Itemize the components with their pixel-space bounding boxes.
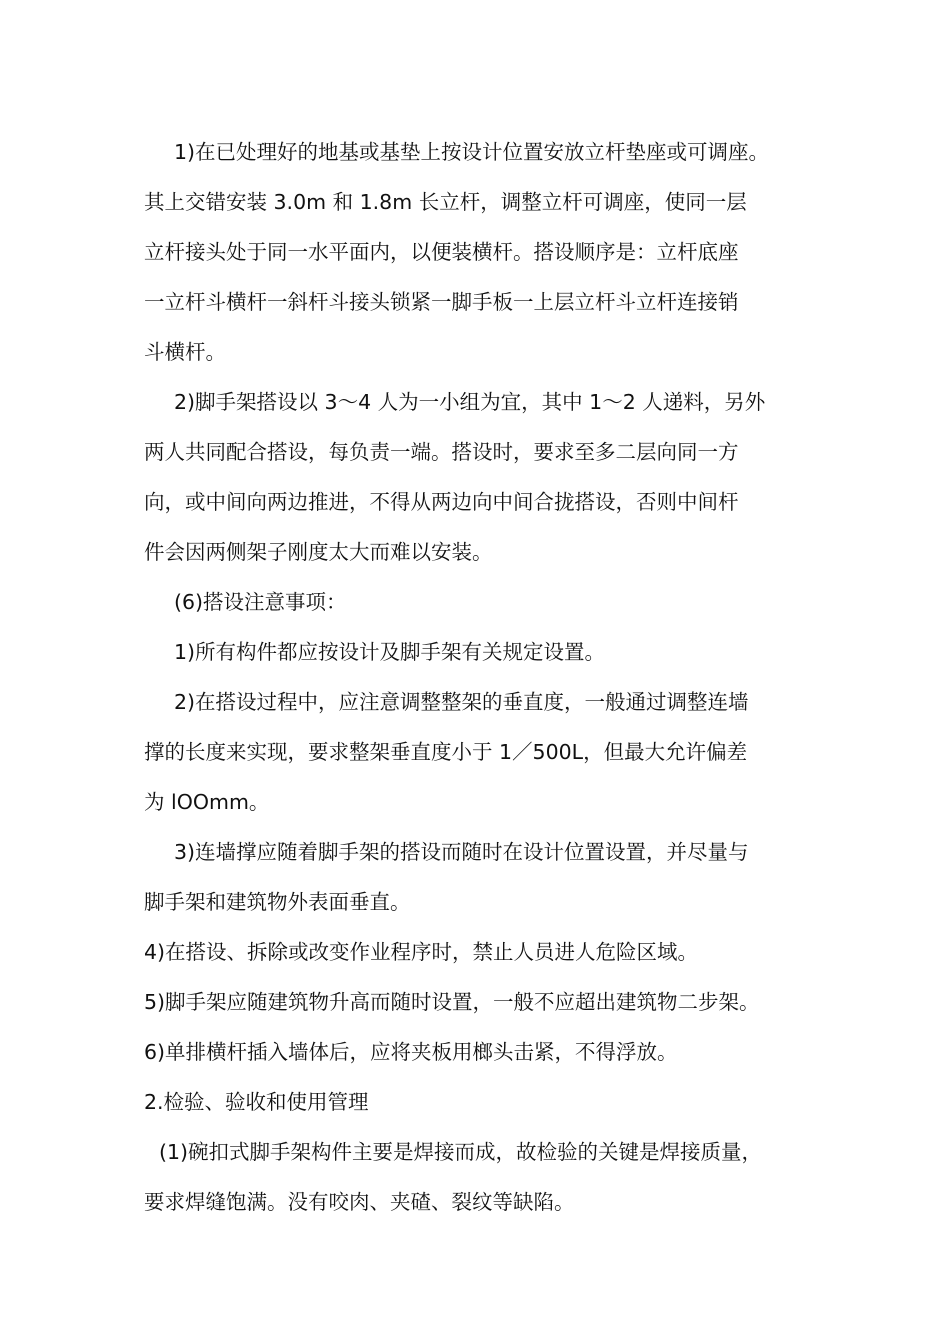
text-line: 1)所有构件都应按设计及脚手架有关规定设置。: [174, 640, 606, 664]
text-line: 3)连墙撑应随着脚手架的搭设而随时在设计位置设置，并尽量与: [174, 840, 749, 864]
text-line: 向，或中间向两边推进，不得从两边向中间合拢搭设，否则中间杆: [144, 490, 739, 514]
section-heading: (6)搭设注意事项：: [174, 590, 347, 614]
text-line: 撑的长度来实现，要求整架垂直度小于 1／500L，但最大允许偏差: [144, 740, 748, 764]
text-line: 为 lOOmm。: [144, 790, 270, 814]
text-line: 两人共同配合搭设，每负责一端。搭设时，要求至多二层向同一方: [144, 440, 739, 464]
text-line: (1)碗扣式脚手架构件主要是焊接而成，故检验的关键是焊接质量，: [159, 1140, 763, 1164]
text-line: 2)在搭设过程中，应注意调整整架的垂直度，一般通过调整连墙: [174, 690, 749, 714]
text-line: 脚手架和建筑物外表面垂直。: [144, 890, 411, 914]
text-line: 要求焊缝饱满。没有咬肉、夹碴、裂纹等缺陷。: [144, 1190, 575, 1214]
text-line: 其上交错安装 3.0m 和 1.8m 长立杆，调整立杆可调座，使同一层: [144, 190, 747, 214]
text-line: 6)单排横杆插入墙体后，应将夹板用榔头击紧，不得浮放。: [144, 1040, 678, 1064]
section-heading: 2.检验、验收和使用管理: [144, 1090, 369, 1114]
document-body: [144, 127, 824, 1227]
text-line: 斗横杆。: [144, 340, 226, 364]
text-line: 件会因两侧架子刚度太大而难以安装。: [144, 540, 493, 564]
text-line: 一立杆斗横杆一斜杆斗接头锁紧一脚手板一上层立杆斗立杆连接销: [144, 290, 739, 314]
text-line: 4)在搭设、拆除或改变作业程序时，禁止人员进人危险区域。: [144, 940, 699, 964]
text-line: 立杆接头处于同一水平面内，以便装横杆。搭设顺序是：立杆底座: [144, 240, 739, 264]
text-line: 5)脚手架应随建筑物升高而随时设置，一般不应超出建筑物二步架。: [144, 990, 760, 1014]
text-line: 1)在已处理好的地基或基垫上按设计位置安放立杆垫座或可调座。: [174, 140, 770, 164]
text-line: 2)脚手架搭设以 3～4 人为一小组为宜，其中 1～2 人递料，另外: [174, 390, 766, 414]
